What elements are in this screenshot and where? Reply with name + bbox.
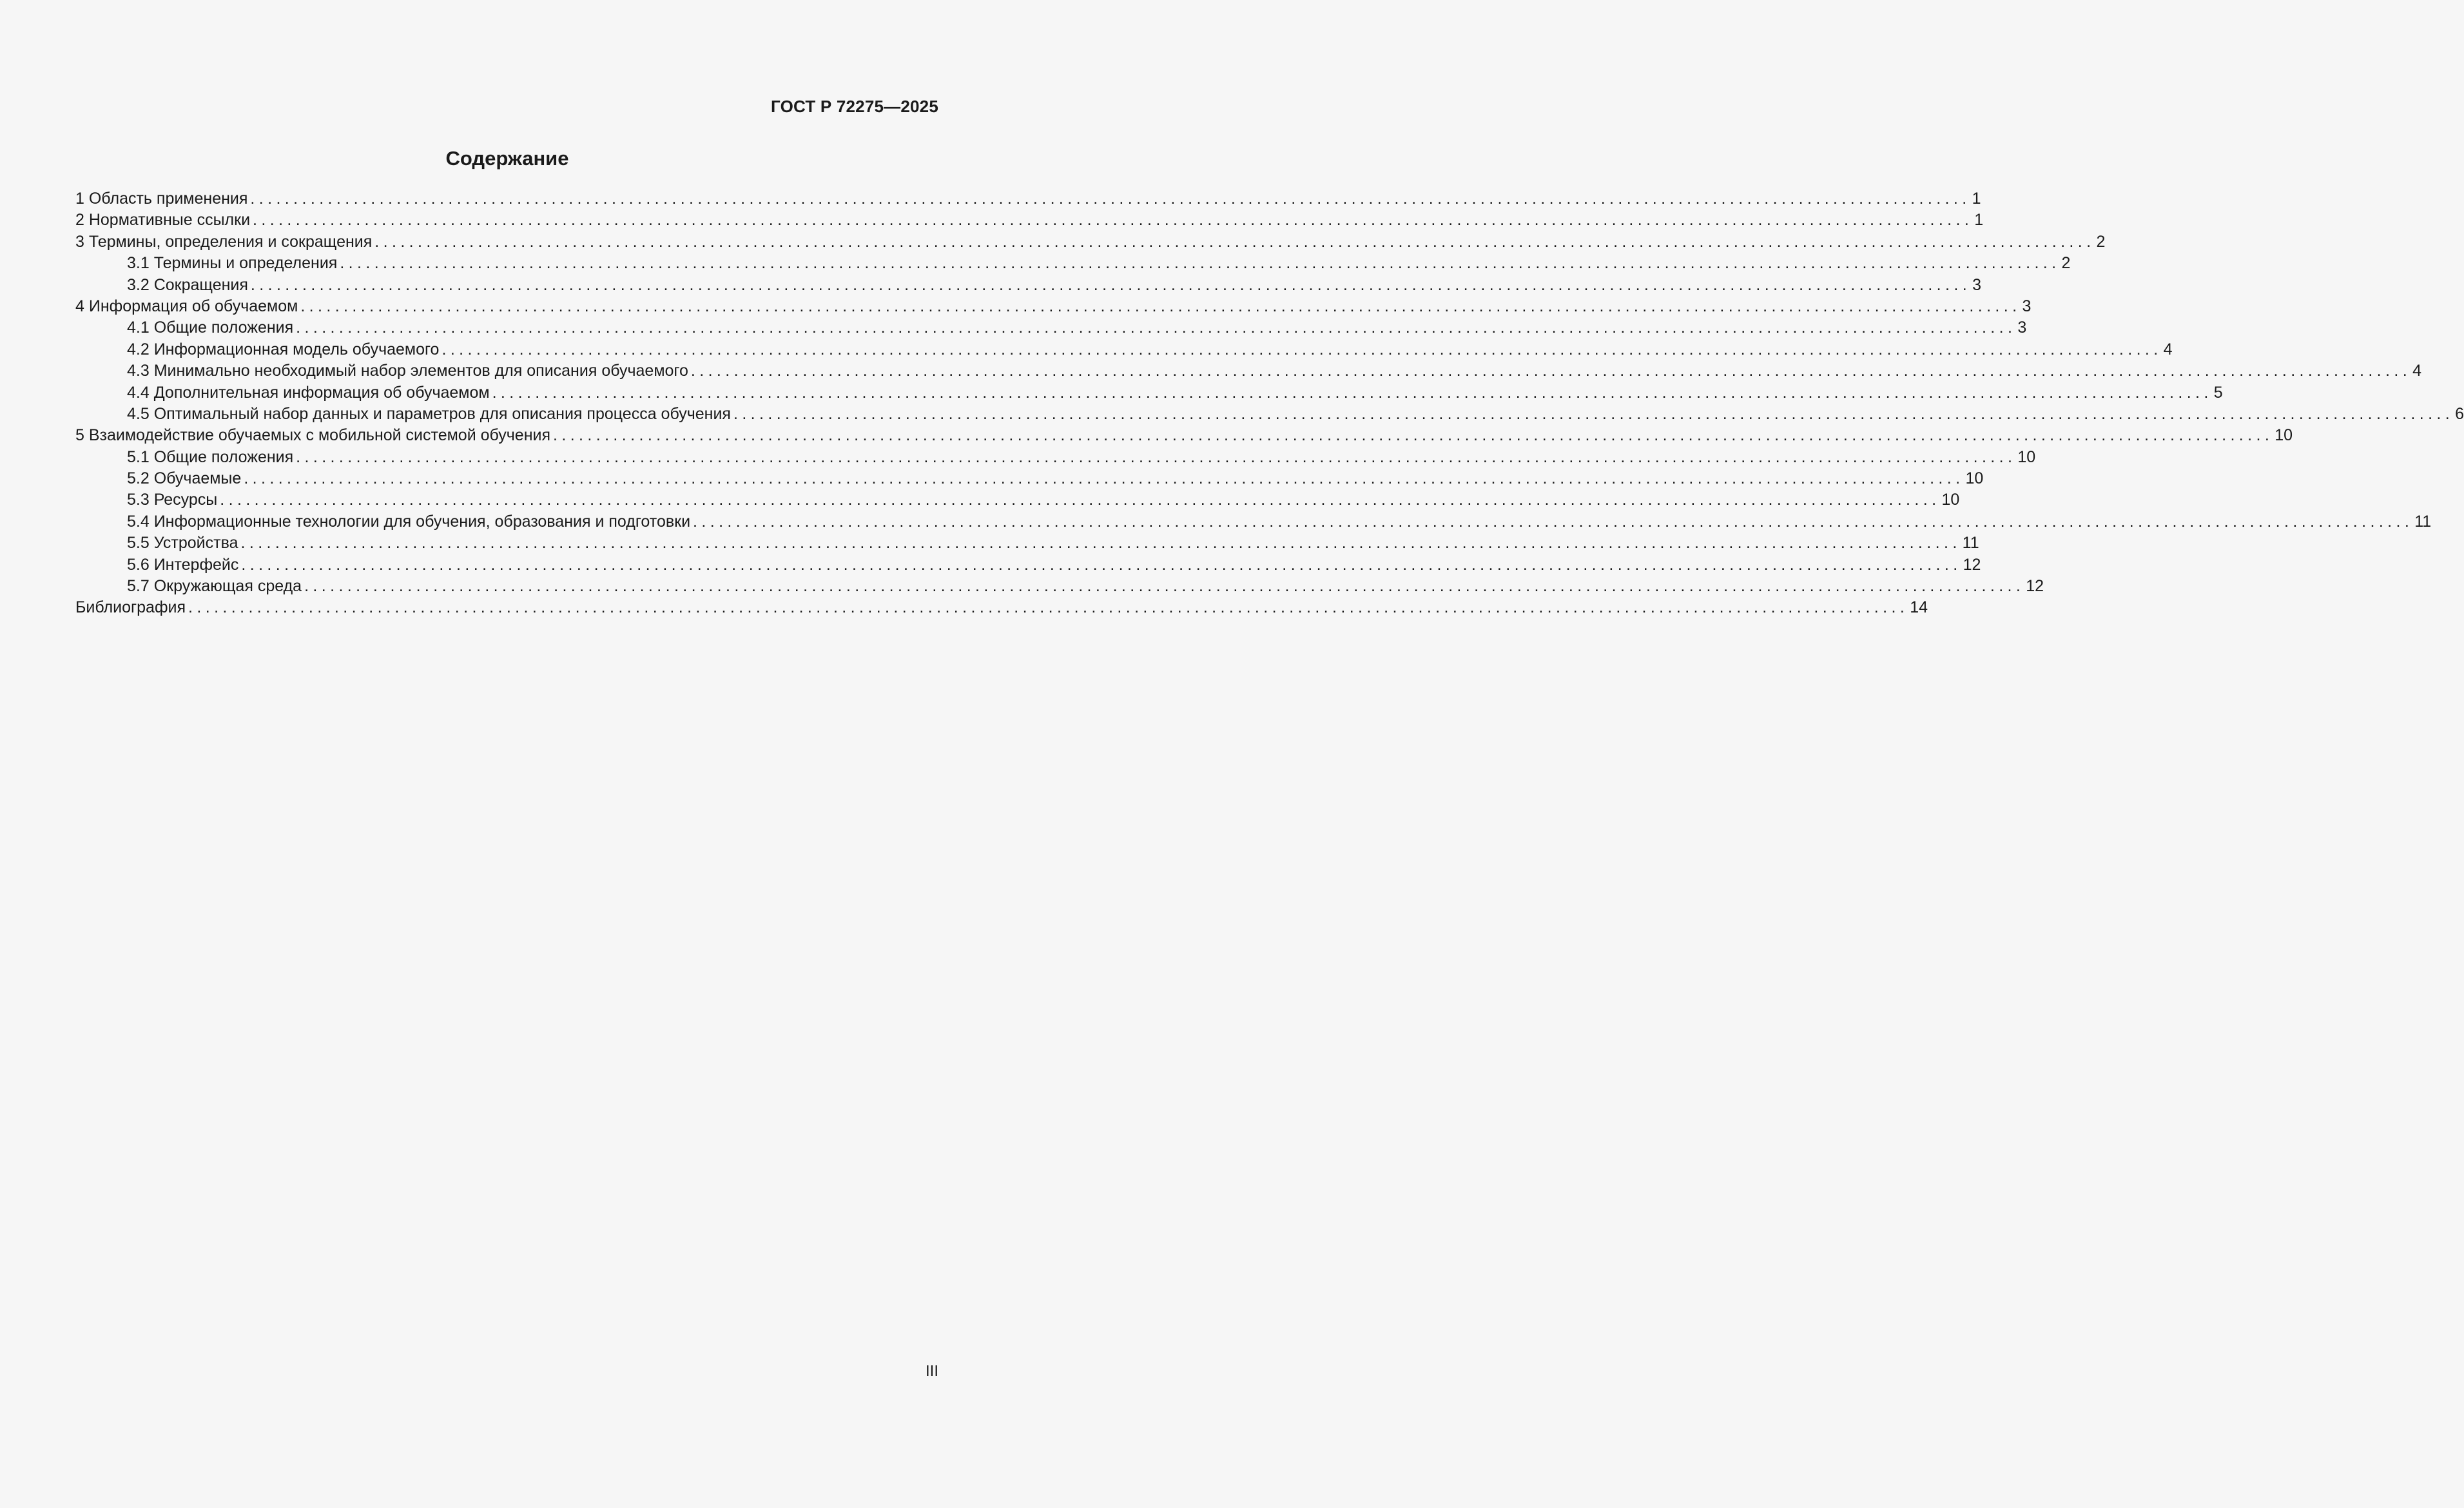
toc-title: Содержание <box>445 147 569 170</box>
toc-dot-leader: ........................................................................................................................................................................................................ <box>253 211 1974 230</box>
toc-entry-page: 4 <box>2412 362 2421 380</box>
toc-entry-label: 1 Область применения <box>75 190 248 208</box>
toc-entry-label: Библиография <box>75 598 186 617</box>
toc-entry-label: 4.3 Минимально необходимый набор элементов для описания обучаемого <box>127 362 688 380</box>
toc-entry-label: 5.7 Окружающая среда <box>127 577 302 596</box>
toc-entry-page: 12 <box>2026 577 2044 596</box>
toc-entry-page: 14 <box>1910 598 1928 617</box>
toc-entry-label: 5 Взаимодействие обучаемых с мобильной системой обучения <box>75 426 551 445</box>
toc-dot-leader: ........................................................................................................................................................................................................ <box>492 383 2213 402</box>
toc-entry[interactable] <box>75 447 2036 468</box>
toc-dot-leader: ........................................................................................................................................................................................................ <box>553 426 2274 445</box>
toc-entry-label: 3 Термины, определения и сокращения <box>75 232 373 251</box>
toc-entry-label: 4.1 Общие положения <box>127 318 294 337</box>
toc-entry[interactable] <box>75 210 1984 231</box>
toc-entry-page: 12 <box>1963 555 1981 574</box>
toc-dot-leader: ........................................................................................................................................................................................................ <box>188 598 1909 617</box>
toc-entry-page: 3 <box>2017 318 2027 337</box>
toc-entry-page: 3 <box>1972 275 1981 294</box>
toc-dot-leader: ........................................................................................................................................................................................................ <box>244 469 1964 488</box>
toc-entry-page: 10 <box>1965 469 1984 488</box>
toc-entry-page: 11 <box>1962 534 1979 553</box>
toc-entry-page: 2 <box>2096 232 2106 251</box>
toc-entry-page: 3 <box>2022 297 2032 315</box>
toc-dot-leader: ........................................................................................................................................................................................................ <box>241 555 1962 574</box>
toc-entry-page: 5 <box>2213 383 2223 402</box>
toc-entry[interactable] <box>75 231 2106 253</box>
toc-entry-page: 6 <box>2455 404 2464 423</box>
toc-entry-label: 2 Нормативные ссылки <box>75 211 251 230</box>
toc-dot-leader: ........................................................................................................................................................................................................ <box>296 318 2017 337</box>
toc-dot-leader: ........................................................................................................................................................................................................ <box>733 404 2454 423</box>
toc-entry[interactable] <box>75 339 2173 360</box>
toc-entry-page: 11 <box>2414 512 2432 531</box>
toc-entry-label: 4.2 Информационная модель обучаемого <box>127 340 440 358</box>
toc-dot-leader: ........................................................................................................................................................................................................ <box>340 254 2061 273</box>
toc-entry[interactable] <box>75 404 2464 425</box>
toc-entry-label: 5.3 Ресурсы <box>127 491 218 509</box>
page-number: III <box>925 1362 938 1380</box>
toc-entry-label: 4.4 Дополнительная информация об обучаемом <box>127 383 490 402</box>
toc-entry-page: 2 <box>2061 254 2071 273</box>
toc-entry-label: 4.5 Оптимальный набор данных и параметров для описания процесса обучения <box>127 404 731 423</box>
toc-entry-label: 5.5 Устройства <box>127 534 238 553</box>
toc-dot-leader: ........................................................................................................................................................................................................ <box>296 447 2017 466</box>
toc-dot-leader: ........................................................................................................................................................................................................ <box>250 275 1972 294</box>
toc-dot-leader: ........................................................................................................................................................................................................ <box>304 577 2025 596</box>
toc-entry-page: 1 <box>1972 190 1981 208</box>
table-of-contents <box>75 188 2464 619</box>
toc-entry[interactable] <box>75 533 1979 554</box>
toc-dot-leader: ........................................................................................................................................................................................................ <box>441 340 2162 358</box>
document-code: ГОСТ Р 72275—2025 <box>771 97 938 116</box>
toc-entry-label: 4 Информация об обучаемом <box>75 297 298 315</box>
toc-dot-leader: ........................................................................................................................................................................................................ <box>374 232 2095 251</box>
toc-entry-label: 5.4 Информационные технологии для обучения, образования и подготовки <box>127 512 691 531</box>
toc-entry[interactable] <box>75 425 2293 446</box>
toc-entry[interactable] <box>75 188 1981 210</box>
toc-entry-page: 10 <box>1941 491 1960 509</box>
toc-dot-leader: ........................................................................................................................................................................................................ <box>220 491 1941 509</box>
toc-entry[interactable] <box>75 597 1928 618</box>
toc-entry[interactable] <box>75 253 2071 274</box>
toc-entry[interactable] <box>75 296 2032 317</box>
toc-entry[interactable] <box>75 554 1981 576</box>
toc-entry-page: 4 <box>2163 340 2173 358</box>
toc-entry[interactable] <box>75 489 1960 511</box>
toc-entry-page: 1 <box>1974 211 1984 230</box>
toc-entry[interactable] <box>75 576 2044 597</box>
toc-entry-page: 10 <box>2017 447 2036 466</box>
toc-entry[interactable] <box>75 275 1981 296</box>
toc-entry[interactable] <box>75 317 2027 338</box>
toc-entry-page: 10 <box>2275 426 2293 445</box>
toc-entry-label: 3.1 Термины и определения <box>127 254 338 273</box>
toc-entry-label: 3.2 Сокращения <box>127 275 248 294</box>
toc-entry[interactable] <box>75 382 2223 404</box>
toc-dot-leader: ........................................................................................................................................................................................................ <box>240 534 1961 553</box>
toc-dot-leader: ........................................................................................................................................................................................................ <box>693 512 2414 531</box>
toc-entry-label: 5.1 Общие положения <box>127 447 294 466</box>
toc-entry[interactable] <box>75 511 2432 533</box>
toc-entry[interactable] <box>75 360 2421 382</box>
toc-entry-label: 5.2 Обучаемые <box>127 469 242 488</box>
toc-dot-leader: ........................................................................................................................................................................................................ <box>690 362 2412 380</box>
toc-dot-leader: ........................................................................................................................................................................................................ <box>250 190 1971 208</box>
toc-entry-label: 5.6 Интерфейс <box>127 555 239 574</box>
toc-entry[interactable] <box>75 468 1984 489</box>
toc-dot-leader: ........................................................................................................................................................................................................ <box>300 297 2021 315</box>
